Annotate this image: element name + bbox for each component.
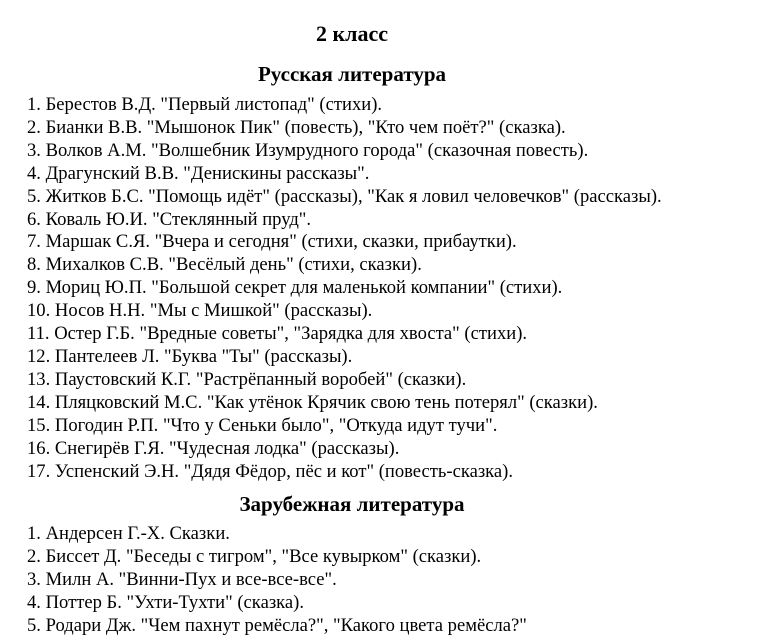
list-item: 3. Волков А.М. "Волшебник Изумрудного города" (сказочная повесть).: [27, 139, 589, 161]
list-item: 16. Снегирёв Г.Я. "Чудесная лодка" (рассказы).: [27, 437, 400, 459]
list-item: 5. Житков Б.С. "Помощь идёт" (рассказы), "Как я ловил человечков" (рассказы).: [27, 185, 662, 207]
list-item: 4. Поттер Б. "Ухти-Тухти" (сказка).: [27, 591, 305, 613]
section-heading-foreign: Зарубежная литература: [239, 492, 465, 516]
list-item: 7. Маршак С.Я. "Вчера и сегодня" (стихи, сказки, прибаутки).: [27, 231, 517, 253]
list-item: 12. Пантелеев Л. "Буква "Ты" (рассказы).: [27, 345, 353, 367]
list-item: 1. Андерсен Г.-Х. Сказки.: [27, 523, 230, 544]
list-item: 11. Остер Г.Б. "Вредные советы", "Зарядка для хвоста" (стихи).: [27, 323, 528, 345]
list-item: 4. Драгунский В.В. "Денискины рассказы".: [27, 162, 370, 184]
list-item: 2. Бианки В.В. "Мышонок Пик" (повесть), "Кто чем поёт?" (сказка).: [27, 116, 566, 138]
list-item: 6. Коваль Ю.И. "Стеклянный пруд".: [27, 208, 312, 230]
list-item: 2. Биссет Д. "Беседы с тигром", "Все кувырком" (сказки).: [27, 545, 482, 567]
book-list-foreign: [27, 523, 762, 638]
list-item: 8. Михалков С.В. "Весёлый день" (стихи, сказки).: [27, 254, 422, 276]
page-title: 2 класс: [315, 21, 389, 46]
section-heading-russian: Русская литература: [257, 62, 447, 86]
list-item: 15. Погодин Р.П. "Что у Сеньки было", "Откуда идут тучи".: [27, 414, 498, 436]
list-item: 3. Милн А. "Винни-Пух и все-все-все".: [27, 568, 337, 590]
list-item: 9. Мориц Ю.П. "Большой секрет для маленькой компании" (стихи).: [27, 277, 563, 299]
list-item: 13. Паустовский К.Г. "Растрёпанный воробей" (сказки).: [27, 368, 467, 390]
list-item: 10. Носов Н.Н. "Мы с Мишкой" (рассказы).: [27, 300, 373, 322]
list-item: 5. Родари Дж. "Чем пахнут ремёсла?", "Какого цвета ремёсла?": [27, 614, 527, 636]
list-item: 17. Успенский Э.Н. "Дядя Фёдор, пёс и кот" (повесть-сказка).: [27, 460, 514, 482]
list-item: 1. Берестов В.Д. "Первый листопад" (стихи).: [27, 94, 383, 115]
book-list-russian: [27, 94, 762, 483]
list-item: 14. Пляцковский М.С. "Как утёнок Крячик свою тень потерял" (сказки).: [27, 391, 598, 413]
